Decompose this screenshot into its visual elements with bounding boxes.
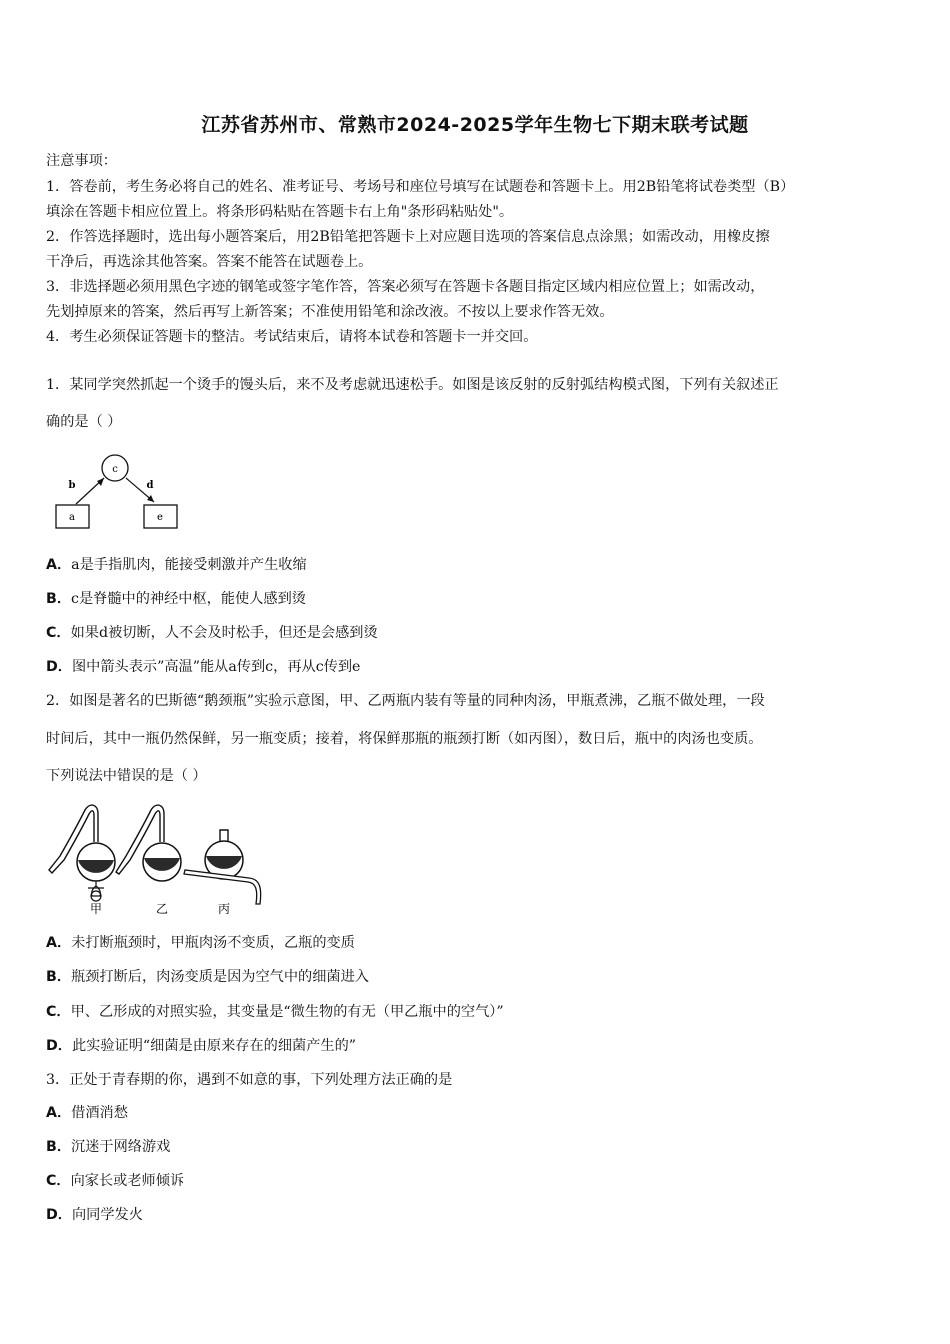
- q2-option-b: B．瓶颈打断后，肉汤变质是因为空气中的细菌进入: [46, 969, 369, 985]
- q1-option-b: B．c是脊髓中的神经中枢，能使人感到烫: [46, 591, 306, 607]
- q3-stem-line: 3．正处于青春期的你，遇到不如意的事，下列处理方法正确的是: [46, 1072, 453, 1088]
- label-bing: 丙: [217, 902, 231, 916]
- q1-stem-line: 确的是（ ）: [46, 414, 122, 430]
- notice-line: 干净后，再选涂其他答案。答案不能答在试题卷上。: [46, 254, 373, 270]
- q2-option-d: D．此实验证明“细菌是由原来存在的细菌产生的”: [46, 1038, 357, 1054]
- notice-heading: 注意事项：: [46, 153, 117, 169]
- label-jia: 甲: [89, 902, 103, 916]
- label-a: a: [69, 512, 75, 523]
- label-e: e: [157, 512, 163, 523]
- flask-jia-flame-stand: [88, 881, 104, 896]
- q3-option-c: C．向家长或老师倾诉: [46, 1173, 185, 1189]
- q1-stem-line: 1．某同学突然抓起一个烫手的馒头后，来不及考虑就迅速松手。如图是该反射的反射弧结构模式图，下列有关叙述正: [46, 377, 779, 393]
- page-title: 江苏省苏州市、常熟市2024-2025学年生物七下期末联考试题: [201, 114, 749, 136]
- notice-line: 填涂在答题卡相应位置上。将条形码粘贴在答题卡右上角"条形码粘贴处"。: [46, 204, 514, 220]
- notice-line: 先划掉原来的答案，然后再写上新答案；不准使用铅笔和涂改液。不按以上要求作答无效。: [46, 304, 614, 320]
- reflex-arc-figure: [48, 452, 188, 534]
- flask-bing-broken-tube: [184, 870, 261, 904]
- label-c: c: [112, 464, 118, 475]
- arrow-d-head: [147, 495, 154, 502]
- notice-line: 3．非选择题必须用黑色字迹的钢笔或签字笔作答，答案必须写在答题卡各题目指定区域内相应位置上；如需改动，: [46, 279, 765, 295]
- q3-option-a: A．借酒消愁: [46, 1105, 128, 1121]
- q1-option-c: C．如果d被切断，人不会及时松手，但还是会感到烫: [46, 625, 378, 641]
- q1-option-a: A．a是手指肌肉，能接受刺激并产生收缩: [46, 557, 307, 573]
- q2-stem-line: 下列说法中错误的是（ ）: [46, 768, 207, 784]
- swan-neck-flask-figure: [44, 800, 269, 918]
- q3-option-b: B．沉迷于网络游戏: [46, 1139, 171, 1155]
- flask-bing-neck: [220, 830, 228, 842]
- q2-stem-line: 时间后，其中一瓶仍然保鲜，另一瓶变质；接着，将保鲜那瓶的瓶颈打断（如丙图），数日后，瓶中的肉汤也变质。: [46, 731, 763, 747]
- notice-line: 2．作答选择题时，选出每小题答案后，用2B铅笔把答题卡上对应题目选项的答案信息点涂黑；如需改动，用橡皮擦: [46, 229, 770, 245]
- notice-line: 4．考生必须保证答题卡的整洁。考试结束后，请将本试卷和答题卡一并交回。: [46, 329, 538, 345]
- q2-stem-line: 2．如图是著名的巴斯德“鹅颈瓶”实验示意图，甲、乙两瓶内装有等量的同种肉汤，甲瓶煮沸，乙瓶不做处理，一段: [46, 693, 765, 709]
- label-yi: 乙: [155, 902, 169, 916]
- q3-option-d: D．向同学发火: [46, 1207, 143, 1223]
- q2-option-a: A．未打断瓶颈时，甲瓶肉汤不变质，乙瓶的变质: [46, 935, 355, 951]
- arrow-b-head: [97, 478, 104, 486]
- q1-option-d: D．图中箭头表示”高温”能从a传到c，再从c传到e: [46, 659, 361, 675]
- label-d: d: [146, 480, 154, 491]
- label-b: b: [68, 480, 76, 491]
- notice-line: 1．答卷前，考生务必将自己的姓名、准考证号、考场号和座位号填写在试题卷和答题卡上。用2B铅笔将试卷类型（B）: [46, 179, 795, 195]
- q2-option-c: C．甲、乙形成的对照实验，其变量是“微生物的有无（甲乙瓶中的空气）”: [46, 1004, 504, 1020]
